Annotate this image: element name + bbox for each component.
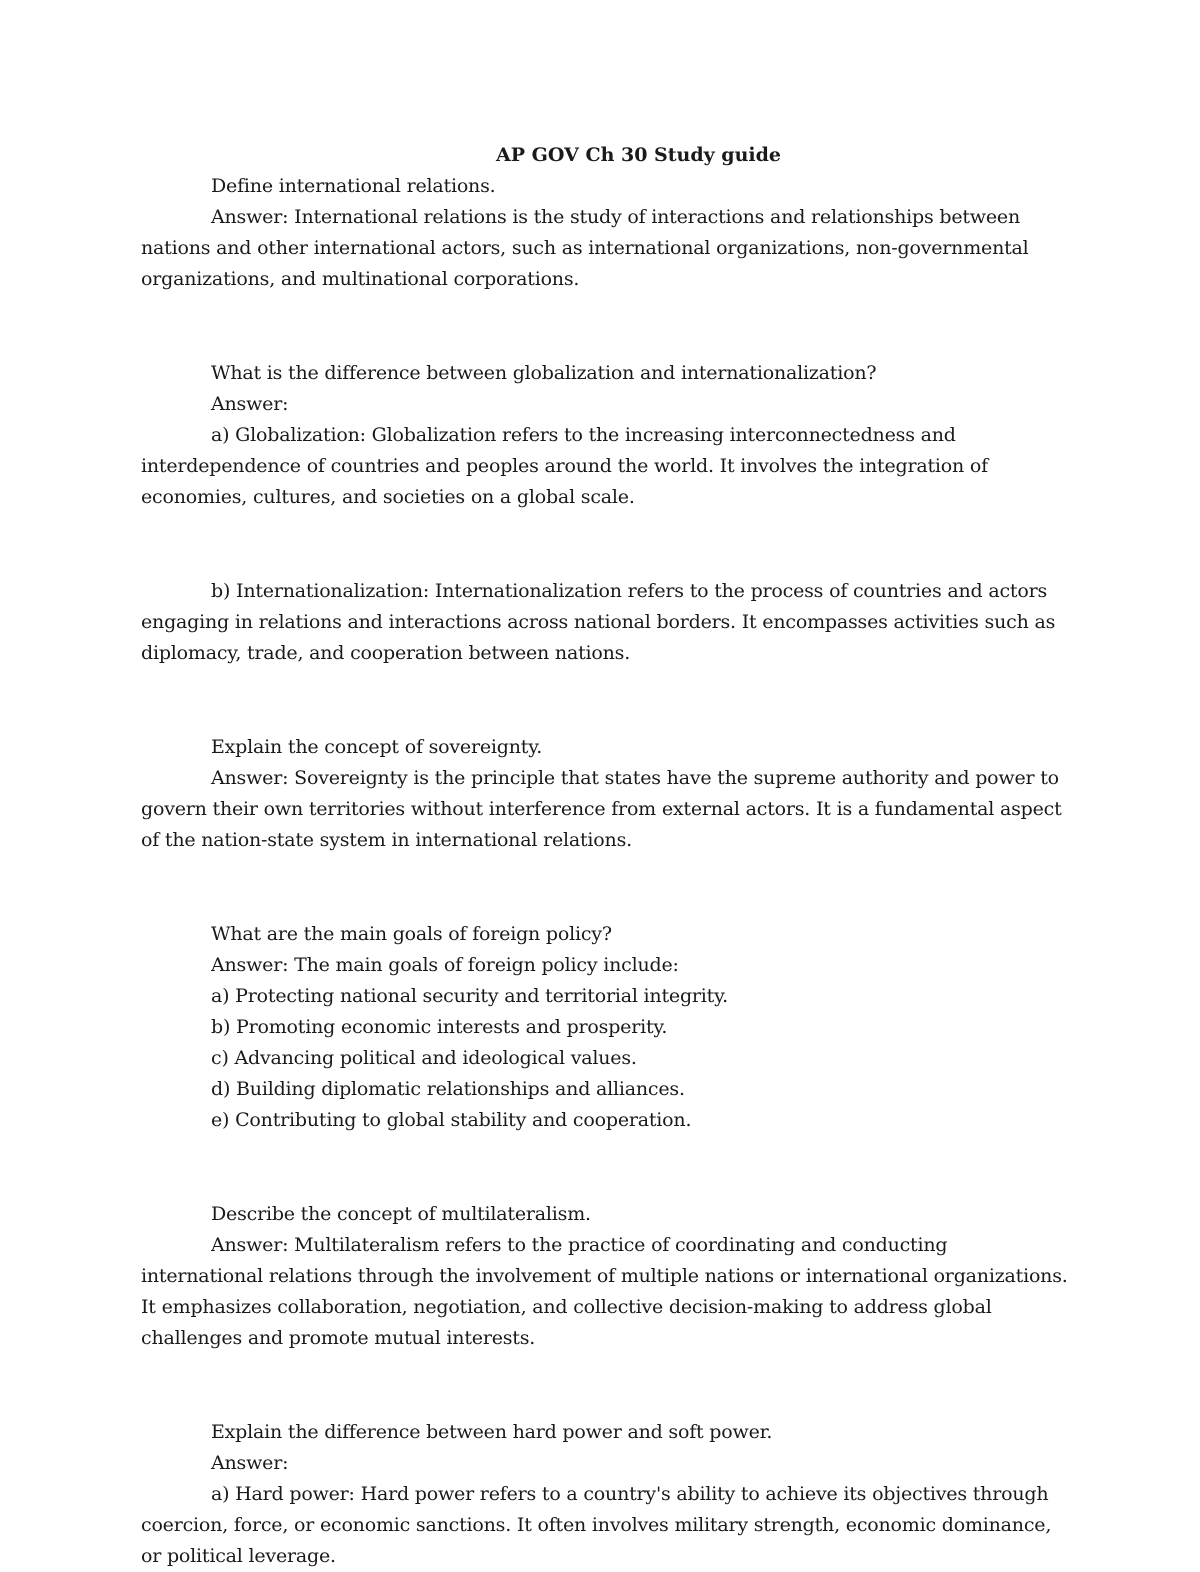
text-line: Answer: Multilateralism refers to the practice of coordinating and conducting xyxy=(211,1234,948,1256)
blank-line xyxy=(141,1370,1066,1401)
text-line: a) Protecting national security and territorial integrity. xyxy=(211,985,728,1007)
text-line: economies, cultures, and societies on a global scale. xyxy=(141,486,635,508)
text-line: d) Building diplomatic relationships and alliances. xyxy=(211,1078,685,1100)
text-line: It emphasizes collaboration, negotiation, and collective decision-making to address global xyxy=(141,1296,992,1318)
document-title: AP GOV Ch 30 Study guide xyxy=(496,144,781,166)
text-line: Answer: xyxy=(211,1452,289,1474)
text-line: govern their own territories without interference from external actors. It is a fundamental aspect xyxy=(141,798,1062,820)
text-line: nations and other international actors, such as international organizations, non-governmental xyxy=(141,237,1029,259)
blank-line xyxy=(141,1152,1066,1183)
text-line: Answer: Sovereignty is the principle that states have the supreme authority and power to xyxy=(211,767,1059,789)
text-line: interdependence of countries and peoples around the world. It involves the integration of xyxy=(141,455,988,477)
blank-line xyxy=(141,311,1066,342)
text-line: international relations through the involvement of multiple nations or international organizations. xyxy=(141,1265,1068,1287)
text-line: c) Advancing political and ideological values. xyxy=(211,1047,637,1069)
text-line: Answer: xyxy=(211,393,289,415)
document-page xyxy=(141,140,1066,1572)
text-line: Define international relations. xyxy=(211,175,496,197)
text-line: b) Internationalization: Internationalization refers to the process of countries and actors xyxy=(211,580,1048,602)
document-body xyxy=(141,171,1066,1572)
text-line: engaging in relations and interactions across national borders. It encompasses activities such as xyxy=(141,611,1056,633)
text-line: a) Hard power: Hard power refers to a country's ability to achieve its objectives through xyxy=(211,1483,1049,1505)
text-line: a) Globalization: Globalization refers to the increasing interconnectedness and xyxy=(211,424,956,446)
text-line: What are the main goals of foreign policy? xyxy=(211,923,612,945)
text-line: or political leverage. xyxy=(141,1545,336,1567)
blank-line xyxy=(141,872,1066,903)
text-line: Describe the concept of multilateralism. xyxy=(211,1203,591,1225)
text-line: Answer: The main goals of foreign policy include: xyxy=(211,954,679,976)
text-line: Explain the concept of sovereignty. xyxy=(211,736,543,758)
blank-line xyxy=(141,529,1066,560)
text-line: What is the difference between globalization and internationalization? xyxy=(211,362,877,384)
blank-line xyxy=(141,685,1066,716)
text-line: coercion, force, or economic sanctions. It often involves military strength, economic dominance, xyxy=(141,1514,1052,1536)
text-line: e) Contributing to global stability and cooperation. xyxy=(211,1109,692,1131)
text-line: challenges and promote mutual interests. xyxy=(141,1327,536,1349)
text-line: diplomacy, trade, and cooperation between nations. xyxy=(141,642,631,664)
text-line: Answer: International relations is the study of interactions and relationships between xyxy=(211,206,1020,228)
text-line: of the nation-state system in international relations. xyxy=(141,829,632,851)
text-line: organizations, and multinational corporations. xyxy=(141,268,580,290)
text-line: Explain the difference between hard power and soft power. xyxy=(211,1421,773,1443)
text-line: b) Promoting economic interests and prosperity. xyxy=(211,1016,668,1038)
